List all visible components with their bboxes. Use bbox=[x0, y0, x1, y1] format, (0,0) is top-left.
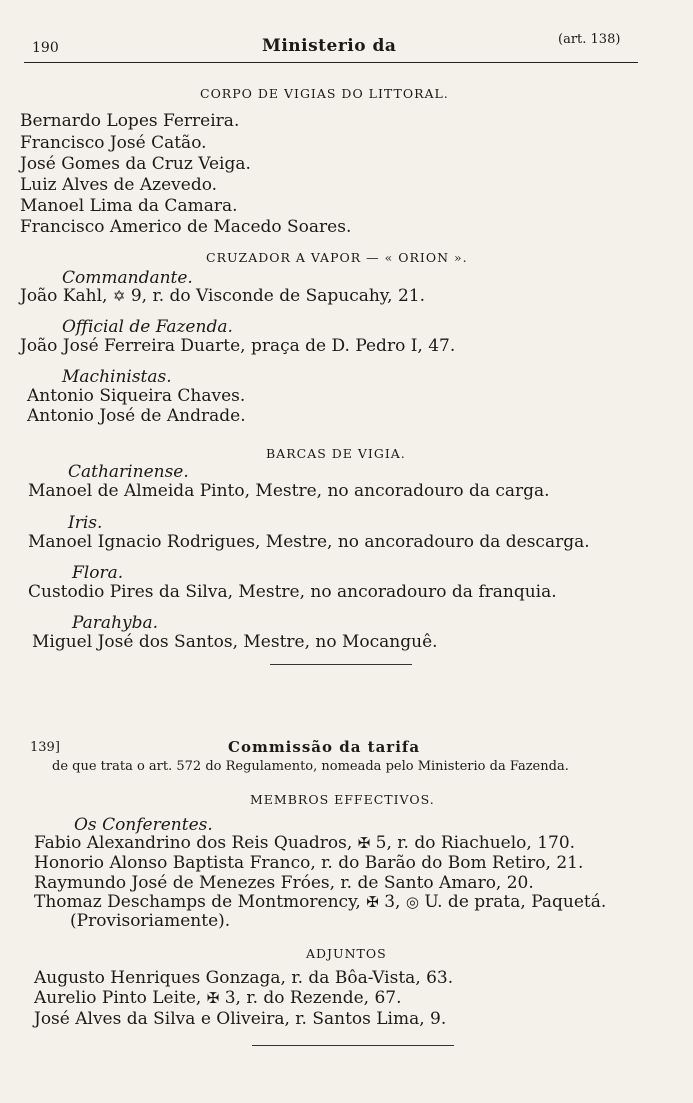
adjunto-line: Augusto Henriques Gonzaga, r. da Bôa-Vista, 63. bbox=[34, 968, 454, 988]
boat-line: Manoel de Almeida Pinto, Mestre, no ancoradouro da carga. bbox=[28, 481, 550, 501]
adjunto-line bbox=[34, 988, 402, 1008]
machinista-line: Antonio Siqueira Chaves. bbox=[27, 386, 246, 406]
conferente-line: Honorio Alonso Baptista Franco, r. do Barão do Bom Retiro, 21. bbox=[34, 853, 584, 873]
name-line: Luiz Alves de Azevedo. bbox=[20, 175, 218, 195]
cross-icon: ✠ bbox=[357, 834, 371, 852]
section-heading-orion: CRUZADOR A VAPOR — « ORION ». bbox=[206, 250, 468, 265]
boat-name: Parahyba. bbox=[72, 613, 159, 633]
name-line: Francisco Americo de Macedo Soares. bbox=[20, 217, 352, 237]
page-number: 190 bbox=[32, 40, 59, 56]
boat-line: Manoel Ignacio Rodrigues, Mestre, no ancoradouro da descarga. bbox=[28, 532, 590, 552]
article-number: 139] bbox=[30, 740, 60, 755]
commandante-line bbox=[20, 286, 425, 306]
name-line: Francisco José Catão. bbox=[20, 133, 207, 153]
article-reference: (art. 138) bbox=[558, 32, 621, 47]
adjunto-line: José Alves da Silva e Oliveira, r. Santos Lima, 9. bbox=[34, 1009, 447, 1029]
cross-icon: ✠ bbox=[206, 989, 220, 1007]
commandante-address: 9, r. do Visconde de Sapucahy, 21. bbox=[130, 286, 425, 306]
membros-heading: MEMBROS EFFECTIVOS. bbox=[250, 792, 435, 807]
boat-name: Flora. bbox=[72, 563, 124, 583]
adjunto-address: 3, r. do Rezende, 67. bbox=[224, 988, 402, 1008]
commission-subtitle: de que trata o art. 572 do Regulamento, nomeada pelo Ministerio da Fazenda. bbox=[52, 759, 569, 774]
commission-title: Commissão da tarifa bbox=[228, 738, 421, 756]
role-label: Machinistas. bbox=[62, 367, 172, 387]
boat-line: Miguel José dos Santos, Mestre, no Mocanguê. bbox=[32, 632, 438, 652]
boat-name: Iris. bbox=[68, 513, 103, 533]
conferente-address: 5, r. do Riachuelo, 170. bbox=[375, 833, 576, 853]
name-line: José Gomes da Cruz Veiga. bbox=[20, 154, 251, 174]
header-rule bbox=[24, 62, 638, 63]
role-label: Os Conferentes. bbox=[74, 815, 213, 835]
conferente-line bbox=[34, 892, 606, 912]
section-heading-vigias: CORPO DE VIGIAS DO LITTORAL. bbox=[200, 86, 449, 101]
cross-icon: ✠ bbox=[366, 893, 379, 911]
section-heading-barcas: BARCAS DE VIGIA. bbox=[266, 446, 406, 461]
name-line: Manoel Lima da Camara. bbox=[20, 196, 238, 216]
machinista-line: Antonio José de Andrade. bbox=[27, 406, 246, 426]
name-line: Bernardo Lopes Ferreira. bbox=[20, 111, 240, 131]
role-label: Commandante. bbox=[62, 268, 193, 288]
star-icon: ✡ bbox=[112, 287, 126, 305]
boat-name: Catharinense. bbox=[68, 462, 189, 482]
official-line: João José Ferreira Duarte, praça de D. Pedro I, 47. bbox=[20, 336, 456, 356]
commandante-name: João Kahl, bbox=[20, 286, 108, 306]
section-divider bbox=[270, 664, 412, 665]
role-label: Official de Fazenda. bbox=[62, 317, 233, 337]
conferente-line: Raymundo José de Menezes Fróes, r. de Santo Amaro, 20. bbox=[34, 873, 534, 893]
conferente-continuation: (Provisoriamente). bbox=[70, 911, 231, 931]
adjuntos-heading: ADJUNTOS bbox=[306, 946, 387, 961]
medal-icon: ◎ bbox=[405, 893, 419, 911]
adjunto-name: Aurelio Pinto Leite, bbox=[34, 988, 202, 1008]
conferente-name: Thomaz Deschamps de Montmorency, bbox=[34, 892, 361, 912]
conferente-address: U. de prata, Paquetá. bbox=[424, 892, 607, 912]
conferente-line bbox=[34, 833, 575, 853]
conferente-decoration: 3, bbox=[384, 892, 401, 912]
section-divider bbox=[252, 1045, 454, 1046]
conferente-name: Fabio Alexandrino dos Reis Quadros, bbox=[34, 833, 353, 853]
boat-line: Custodio Pires da Silva, Mestre, no ancoradouro da franquia. bbox=[28, 582, 557, 602]
running-title: Ministerio da bbox=[262, 36, 397, 56]
